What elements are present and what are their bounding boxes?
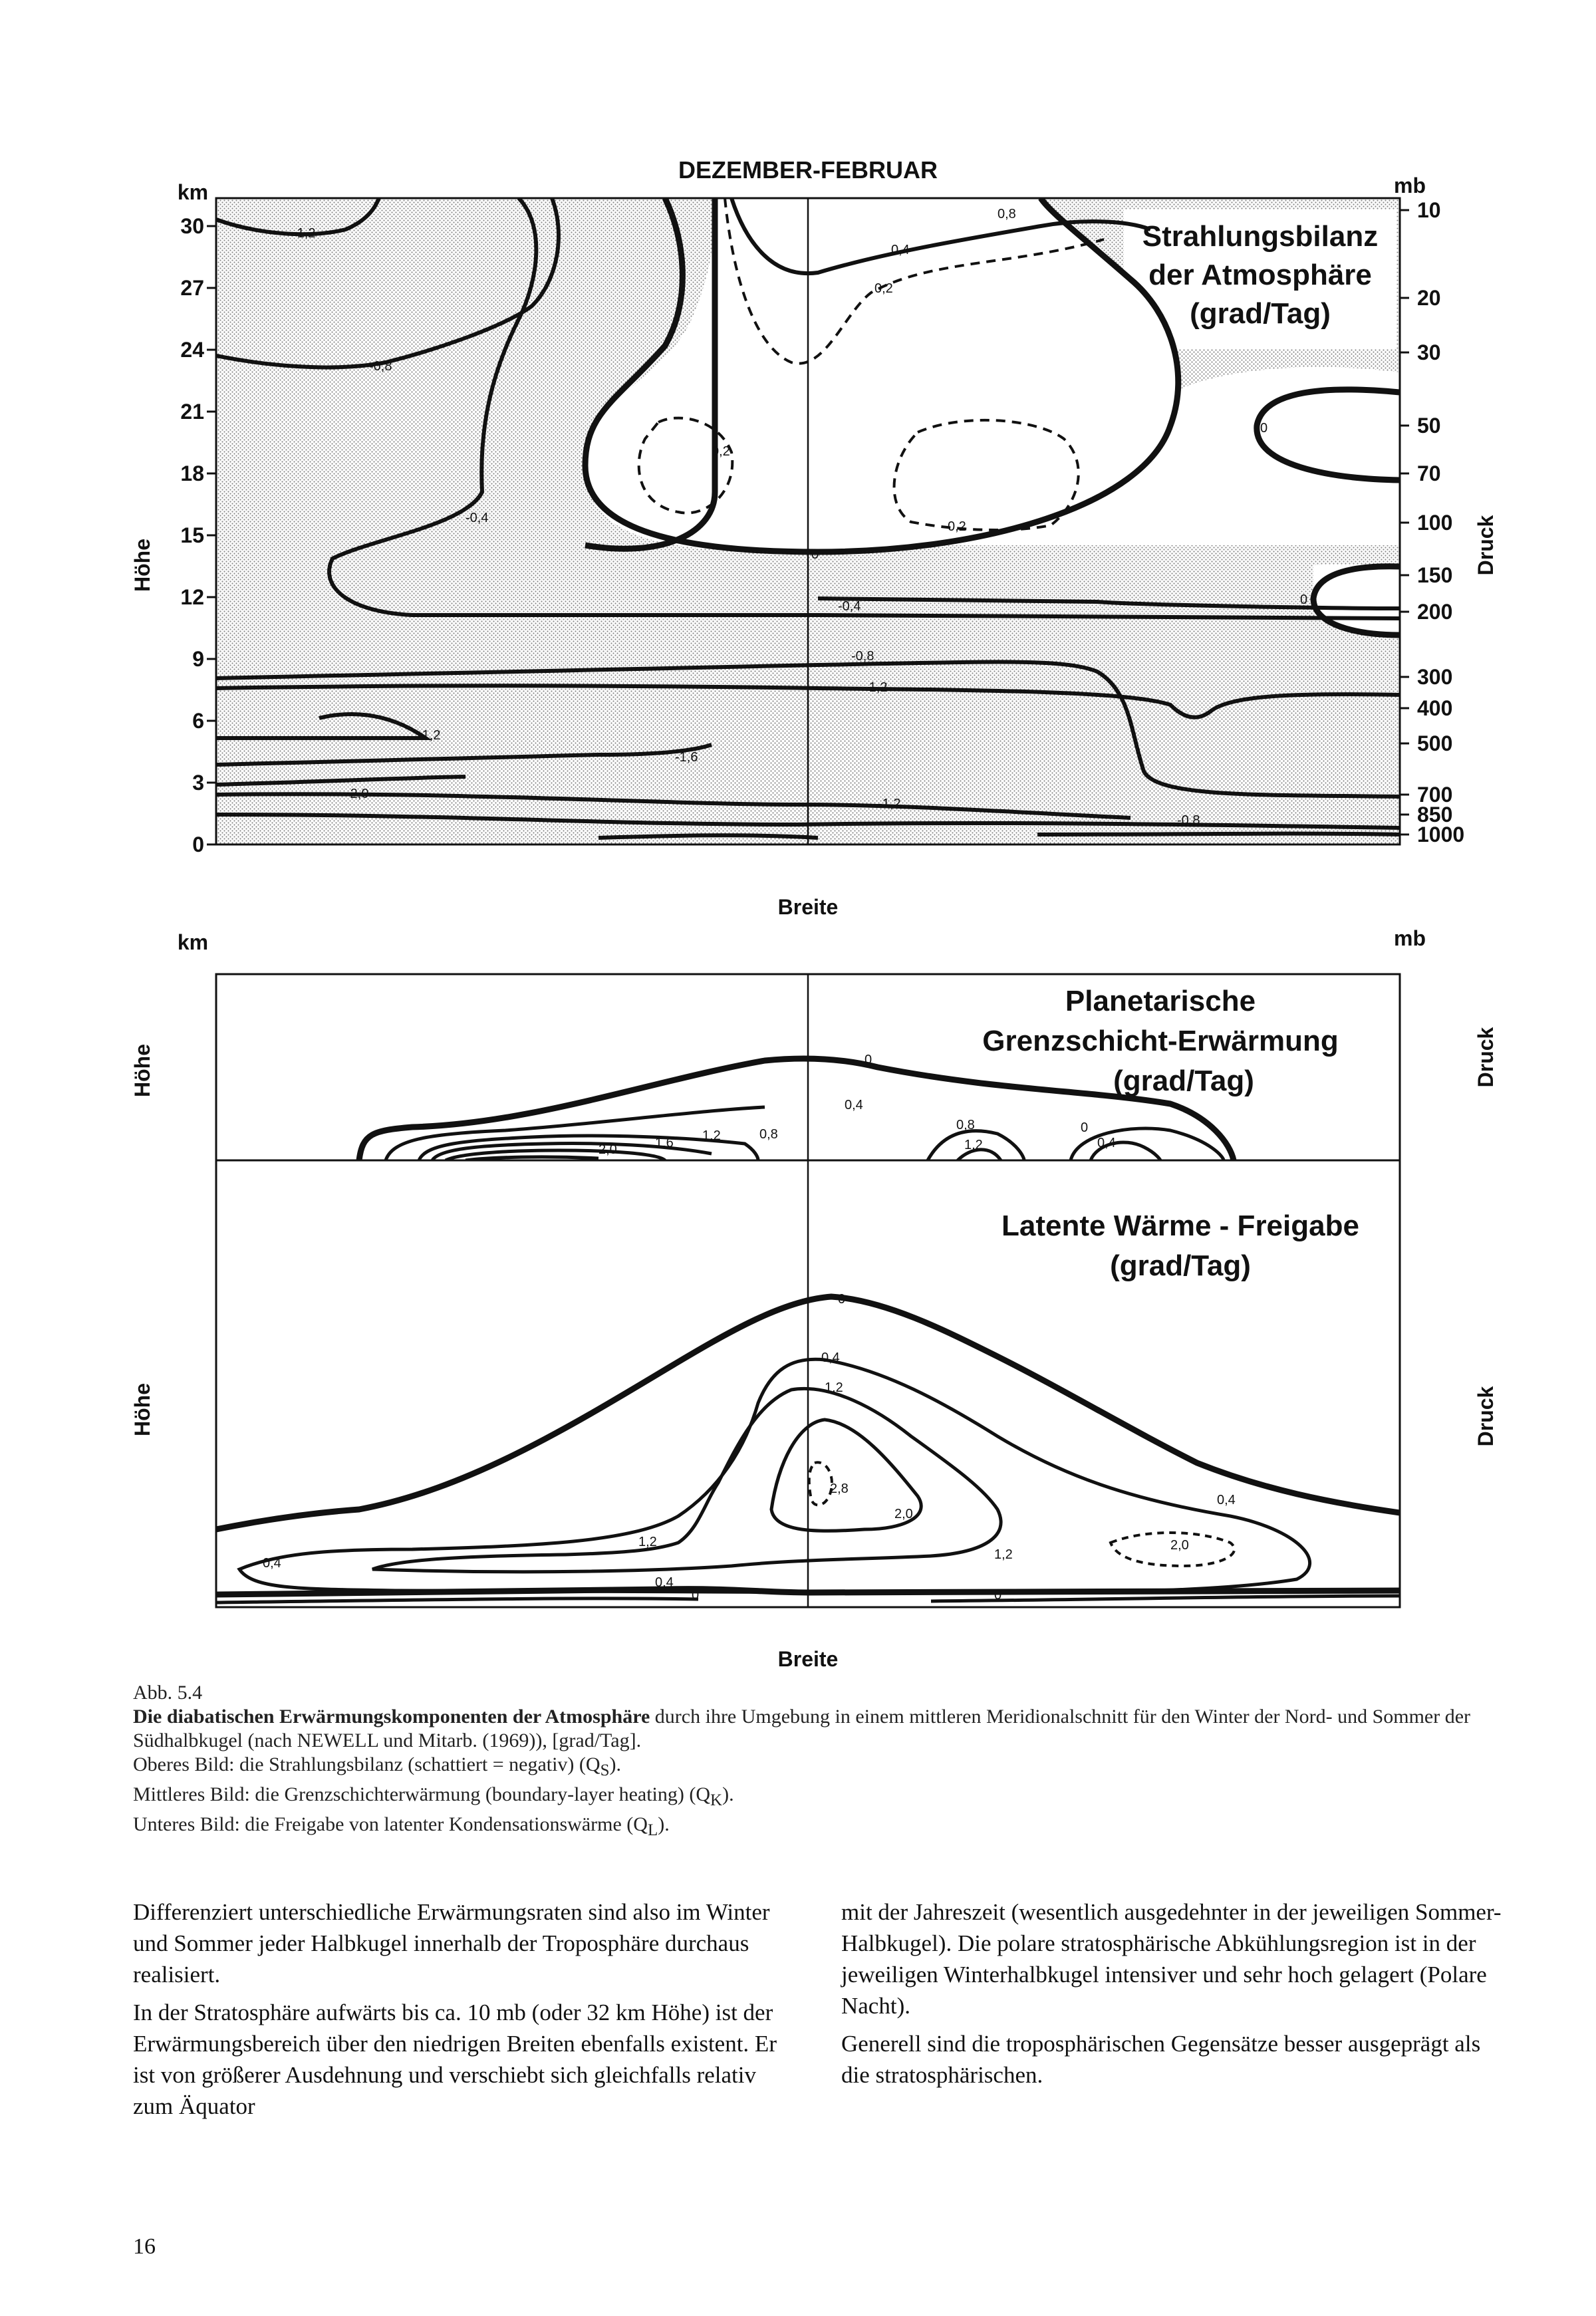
bottom-label-line-2: (grad/Tag)	[1110, 1249, 1251, 1282]
label-mid-0p8a: 0,8	[759, 1127, 778, 1142]
label-top-m0p4a: -0,4	[466, 511, 489, 525]
label-top-m0p8c: -0,8	[1177, 813, 1200, 828]
km-tick-label: 30	[180, 214, 204, 238]
mb-tick-label: 100	[1417, 511, 1453, 535]
mb-tick-label: 850	[1417, 803, 1453, 827]
mb-tick-label: 700	[1417, 783, 1453, 807]
label-bot-2p0a: 2,0	[894, 1507, 913, 1521]
top-km-axis	[180, 214, 216, 856]
label-bot-2p0b: 2,0	[1170, 1538, 1189, 1553]
bottom-druck-label: Druck	[1474, 1386, 1498, 1447]
label-bot-0p4a: 0,4	[821, 1351, 840, 1365]
mb-tick-label: 150	[1417, 563, 1453, 587]
label-bot-1p2b: 1,2	[638, 1535, 657, 1549]
top-label-line-3: (grad/Tag)	[1190, 297, 1331, 330]
label-top-zero-c: 0	[1300, 592, 1308, 607]
mb-tick-label: 10	[1417, 198, 1441, 222]
top-panel	[130, 156, 1498, 856]
km-tick-label: 12	[180, 585, 204, 609]
label-top-zero-b: 0	[1260, 421, 1268, 436]
mb-tick-label: 200	[1417, 600, 1453, 624]
km-tick-label: 3	[192, 771, 204, 795]
label-mid-1p2b: 1,2	[964, 1138, 983, 1152]
label-top-m0p4b: -0,4	[838, 599, 861, 614]
top-left-unit: km	[177, 180, 209, 204]
label-top-p0p8: 0,8	[998, 207, 1016, 221]
label-top-m0p8b: -0,8	[851, 649, 874, 664]
caption-line-bot: Unteres Bild: die Freigabe von latenter Kondensationswärme $(Q_L)$.	[133, 1813, 670, 1839]
label-mid-0b: 0	[1081, 1120, 1089, 1135]
top-breite-label: Breite	[777, 895, 839, 919]
middle-right-unit: mb	[1394, 926, 1426, 950]
top-label-line-2: der Atmosphäre	[1148, 259, 1372, 291]
label-top-m1p2d: -1,2	[878, 797, 901, 811]
middle-contour-labels	[598, 1053, 1116, 1157]
label-mid-1p2a: 1,2	[702, 1128, 721, 1143]
top-panel-title: DEZEMBER-FEBRUAR	[678, 156, 938, 184]
km-tick-label: 15	[180, 523, 204, 547]
mb-tick-label: 500	[1417, 731, 1453, 755]
label-bot-2p8: 2,8	[830, 1481, 849, 1496]
label-top-p0p2b: 0,2	[712, 444, 730, 459]
top-shading	[200, 198, 1400, 844]
page-number: 16	[133, 2234, 156, 2259]
paragraph: Generell sind die troposphärischen Gegensätze besser ausgeprägt als die stratosphärischen.	[841, 2031, 1481, 2088]
middle-druck-label: Druck	[1474, 1027, 1498, 1088]
bottom-hoehe-label: Höhe	[130, 1383, 154, 1436]
label-mid-0p8b: 0,8	[956, 1118, 975, 1132]
caption-description	[133, 1705, 1476, 1753]
km-tick-label: 24	[180, 338, 204, 362]
label-top-m1p2a: -1,2	[293, 226, 316, 241]
mb-tick-label: 300	[1417, 665, 1453, 689]
label-mid-1p6: 1,6	[655, 1136, 674, 1150]
bottom-panel	[130, 1160, 1498, 1607]
middle-left-unit: km	[177, 930, 209, 954]
label-top-m0p8a: -0,8	[369, 359, 392, 374]
paragraph: mit der Jahreszeit (wesentlich ausgedehnter in der jeweiligen Sommer-Halbkugel). Die polare stratosphärische Abkühlungsregion ist in der jeweiligen Winterhalbkugel intensiver und sehr hoch gelagert (Polare Nacht).	[841, 1899, 1502, 2019]
label-mid-0p4a: 0,4	[845, 1098, 863, 1112]
label-top-p0p2c: 0,2	[948, 519, 966, 534]
label-bot-0p4d: 0,4	[655, 1575, 674, 1590]
middle-panel-label	[982, 985, 1338, 1097]
label-mid-0p4b: 0,4	[1097, 1136, 1116, 1150]
label-bot-0c: 0	[994, 1588, 1002, 1603]
body-column-right	[841, 1896, 1506, 2097]
km-tick-label: 21	[180, 400, 204, 424]
label-top-m2p0: -2,0	[346, 787, 369, 801]
label-bot-0p4b: 0,4	[1217, 1493, 1236, 1507]
caption-lead: Die diabatischen Erwärmungskomponenten der Atmosphäre	[133, 1706, 650, 1728]
mb-tick-label: 30	[1417, 340, 1441, 364]
label-bot-0b: 0	[692, 1588, 700, 1603]
km-tick-label: 18	[180, 461, 204, 485]
caption-line-mid: Mittleres Bild: die Grenzschichterwärmung (boundary-layer heating) $(Q_K)$.	[133, 1783, 734, 1809]
middle-label-line-1: Planetarische	[1065, 985, 1256, 1017]
top-hoehe-label: Höhe	[130, 539, 154, 592]
km-tick-label: 9	[192, 647, 204, 671]
paragraph: Differenziert unterschiedliche Erwärmungsraten sind also im Winter und Sommer jeder Halbkugel innerhalb der Troposphäre durchaus realisiert.	[133, 1899, 770, 1988]
bottom-label-line-1: Latente Wärme - Freigabe	[1001, 1210, 1359, 1242]
caption-lead-rest: durch ihre Umgebung in einem mittleren Meridionalschnitt für den Winter der Nord- und Sommer der Südhalbkugel (nach NEWELL und Mitarb. (1969)), [grad/Tag].	[133, 1706, 1471, 1751]
mb-tick-label: 1000	[1417, 823, 1465, 846]
middle-label-line-3: (grad/Tag)	[1113, 1065, 1254, 1097]
bottom-contour-labels	[263, 1292, 1236, 1603]
top-right-unit: mb	[1394, 174, 1426, 197]
label-top-m1p2c: -1,2	[418, 728, 441, 743]
label-bot-0a: 0	[838, 1292, 846, 1307]
label-top-m1p6: -1,6	[675, 750, 698, 765]
top-druck-label: Druck	[1474, 515, 1498, 576]
bottom-breite-label: Breite	[777, 1647, 839, 1671]
mb-tick-label: 20	[1417, 286, 1441, 310]
label-top-p0p2a: 0,2	[874, 281, 893, 296]
km-tick-label: 27	[180, 276, 204, 300]
caption-number: Abb. 5.4	[133, 1682, 203, 1704]
label-mid-2p0: 2,0	[598, 1142, 617, 1157]
label-top-m1p2b: -1,2	[864, 680, 888, 695]
top-mb-axis	[1400, 198, 1464, 846]
mb-tick-label: 70	[1417, 461, 1441, 485]
label-mid-0a: 0	[864, 1053, 872, 1067]
km-tick-label: 0	[192, 833, 204, 856]
paragraph: In der Stratosphäre aufwärts bis ca. 10 mb (oder 32 km Höhe) ist der Erwärmungsbereich über den niedrigen Breiten ebenfalls existent. Er ist von größerer Ausdehnung und verschiebt sich gleichfalls relativ zum Äquator	[133, 1999, 777, 2119]
mb-tick-label: 400	[1417, 696, 1453, 720]
top-label-line-1: Strahlungsbilanz	[1142, 220, 1379, 253]
figure-caption	[133, 1681, 1476, 1843]
body-column-left	[133, 1896, 798, 2128]
mb-tick-label: 50	[1417, 414, 1441, 438]
middle-hoehe-label: Höhe	[130, 1044, 154, 1097]
middle-panel	[130, 926, 1498, 1160]
label-top-zero-a: 0	[811, 547, 819, 562]
label-bot-0p4c: 0,4	[263, 1556, 281, 1571]
label-bot-1p2c: 1,2	[994, 1547, 1013, 1562]
caption-line-top: Oberes Bild: die Strahlungsbilanz (schattiert = negativ) $(Q_S)$.	[133, 1753, 621, 1779]
label-bot-1p2a: 1,2	[825, 1380, 843, 1395]
bottom-panel-label	[1001, 1210, 1359, 1282]
km-tick-label: 6	[192, 709, 204, 733]
middle-label-line-2: Grenzschicht-Erwärmung	[982, 1025, 1339, 1057]
label-top-p0p4: 0,4	[891, 243, 910, 257]
